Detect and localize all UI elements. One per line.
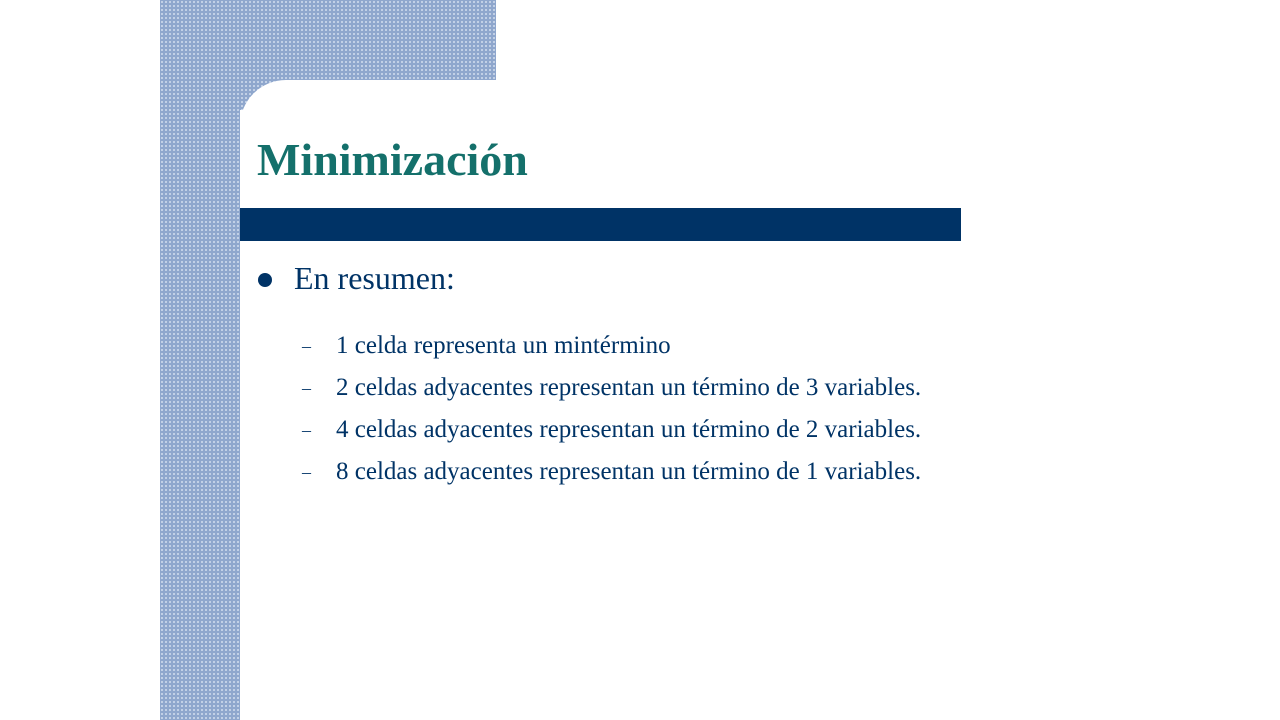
bullet-dot-icon bbox=[258, 273, 272, 287]
sub-bullet-text: 8 celdas adyacentes representan un término de 1 variables. bbox=[336, 458, 922, 485]
sub-bullet-item bbox=[296, 456, 956, 488]
dash-icon: – bbox=[302, 420, 311, 440]
dash-icon: – bbox=[302, 378, 311, 398]
slide-title: Minimización bbox=[257, 134, 528, 185]
sub-bullet-text: 1 celda representa un mintérmino bbox=[336, 332, 671, 359]
sub-bullet-list bbox=[296, 330, 956, 498]
sub-bullet-text: 2 celdas adyacentes representan un término de 3 variables. bbox=[336, 374, 922, 401]
sub-bullet-text: 4 celdas adyacentes representan un término de 2 variables. bbox=[336, 416, 922, 443]
sub-bullet-item bbox=[296, 414, 956, 446]
dash-icon: – bbox=[302, 336, 311, 356]
main-bullet bbox=[258, 258, 455, 298]
sub-bullet-item bbox=[296, 330, 956, 362]
title-underline-bar bbox=[240, 208, 961, 241]
dash-icon: – bbox=[302, 462, 311, 482]
main-bullet-text: En resumen: bbox=[294, 260, 455, 296]
sub-bullet-item bbox=[296, 372, 956, 404]
decorative-pattern-side bbox=[160, 0, 240, 720]
